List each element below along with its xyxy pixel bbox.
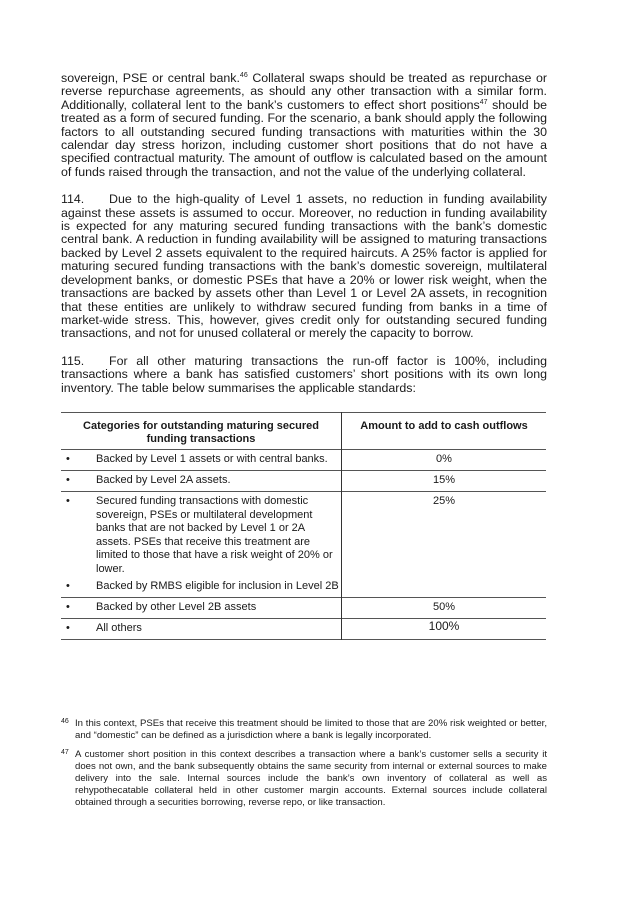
bullet-icon: •	[66, 600, 70, 613]
table-row	[61, 450, 546, 471]
paragraph-text: For all other maturing transactions the run-off factor is 100%, including transactions where a bank has satisfied customers’ short positions with its own long inventory. The table below summarises the applicable standards:	[61, 353, 547, 395]
category-text: Backed by other Level 2B assets	[96, 600, 257, 613]
column-header-amount	[342, 413, 547, 450]
bullet-icon: •	[66, 453, 70, 465]
table-header-row	[61, 413, 546, 450]
bullet-item	[61, 576, 341, 594]
bullet-icon: •	[66, 580, 70, 592]
bullet-icon: •	[66, 495, 70, 507]
footnote-ref-47[interactable]: 47	[479, 98, 488, 106]
paragraph-114	[61, 193, 547, 340]
amount-value: 25%	[432, 495, 456, 507]
bullet-item	[61, 619, 341, 636]
footnote-47	[61, 749, 547, 809]
category-cell	[61, 450, 342, 471]
paragraph-text: Due to the high-quality of Level 1 assets, no reduction in funding availability against these assets is assumed to occur. Moreover, no reduction in funding availability is expected for any maturing secured funding transactions with the bank’s domestic central bank. A reduction in funding availability will be assigned to maturing transactions backed by Level 2 assets equivalent to the required haircuts. A 25% factor is applied for maturing secured funding transactions with the bank’s domestic sovereign, multilateral development banks, or domestic PSEs that have a 20% or lower risk weight, when the transactions are backed by assets other than Level 1 or Level 2A assets, in recognition that these entities are unlikely to withdraw secured funding from banks in a time of market-wide stress. This, however, gives credit only for outstanding secured funding transactions, and not for unused collateral or merely the capacity to borrow.	[61, 192, 547, 341]
paragraph-number: 115.	[61, 353, 85, 368]
paragraph-number: 114.	[61, 192, 85, 207]
bullet-item	[61, 450, 341, 467]
category-cell	[61, 492, 342, 598]
header-text: Categories for outstanding maturing secured funding transactions	[83, 420, 319, 445]
amount-value: 50%	[432, 600, 456, 613]
amount-cell	[342, 618, 547, 639]
footnote-ref-46[interactable]: 46	[239, 72, 248, 79]
bullet-icon: •	[66, 474, 70, 486]
footnote-text: In this context, PSEs that receive this treatment should be limited to those that are 20% risk weighted or better, and “domestic” can be defined as a jurisdiction where a bank is legally incorporated.	[75, 718, 547, 741]
amount-cell	[342, 492, 547, 598]
bullet-item	[61, 598, 341, 615]
header-text: Amount to add to cash outflows	[360, 420, 528, 432]
amount-cell	[342, 450, 547, 471]
amount-value: 100%	[428, 618, 460, 633]
paragraph-115	[61, 355, 547, 395]
paragraph-text: should be treated as a form of secured funding. For the scenario, a bank should apply the following factors to all outstanding secured funding transactions with maturities within the 30 calendar day stress horizon, including customer short positions that do not have a specified contractual maturity. The amount of outflow is calculated based on the amount of funds raised through the transaction, and not the value of the underlying collateral.	[61, 97, 547, 179]
category-cell	[61, 618, 342, 639]
bullet-icon: •	[66, 621, 70, 634]
footnote-number: 46	[61, 718, 69, 725]
amount-value: 0%	[436, 453, 452, 465]
paragraph-text: Collateral swaps should be treated as repurchase or reverse repurchase agreements, as should any other transaction with a similar form. Additionally, collateral lent to the bank’s customers to effect short positions	[61, 71, 548, 112]
paragraph-text: sovereign, PSE or central bank.	[61, 71, 240, 85]
table-row	[61, 597, 546, 618]
category-text: Backed by RMBS eligible for inclusion in Level 2B	[96, 580, 339, 592]
category-text: Secured funding transactions with domestic sovereign, PSEs or multilateral development banks that are not backed by Level 1 or 2A assets. PSEs that receive this treatment are limited to those that have a risk weight of 20% or lower.	[96, 495, 333, 575]
bullet-item	[61, 492, 341, 576]
footnotes	[61, 718, 547, 816]
amount-cell	[342, 597, 547, 618]
table-row	[61, 492, 546, 598]
table-row	[61, 471, 546, 492]
category-text: Backed by Level 1 assets or with central banks.	[96, 453, 328, 465]
document-body	[61, 72, 547, 395]
category-text: All others	[96, 621, 142, 634]
column-header-categories	[61, 413, 342, 450]
secured-funding-table	[61, 412, 546, 640]
amount-cell	[342, 471, 547, 492]
bullet-item	[61, 471, 341, 488]
footnote-text: A customer short position in this context describes a transaction where a bank’s customer sells a security it does not own, and the bank subsequently obtains the same security from internal or external sources to make delivery into the sale. Internal sources include the bank’s own inventory of collateral as well as rehypothecatable collateral held in other customer margin accounts. External sources include collateral obtained through a securities borrowing, reverse repo, or like transaction.	[75, 749, 547, 808]
paragraph-continued	[61, 72, 547, 179]
category-text: Backed by Level 2A assets.	[96, 474, 231, 486]
footnote-46	[61, 718, 547, 742]
table-row	[61, 618, 546, 639]
footnote-number: 47	[61, 749, 69, 756]
amount-value: 15%	[432, 474, 456, 486]
category-cell	[61, 471, 342, 492]
category-cell	[61, 597, 342, 618]
